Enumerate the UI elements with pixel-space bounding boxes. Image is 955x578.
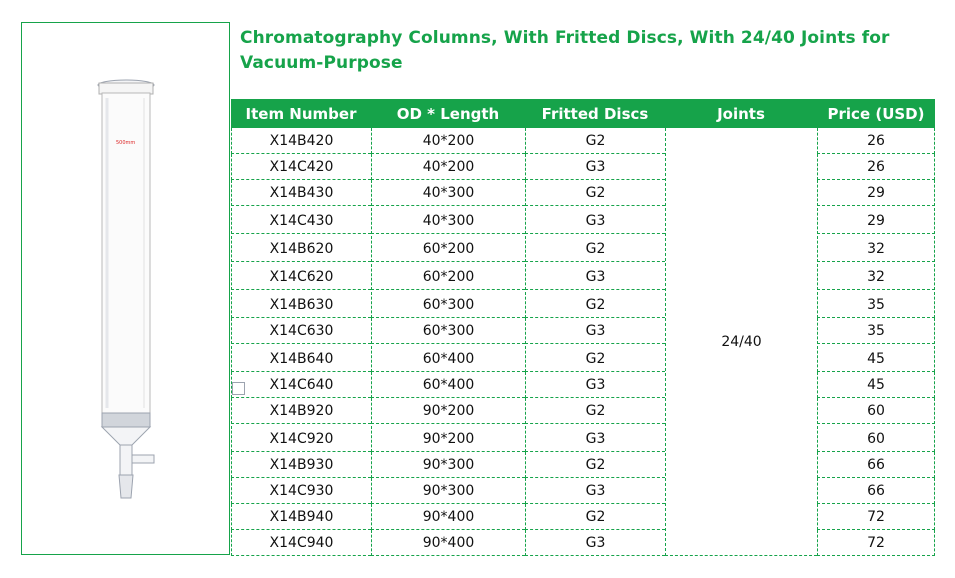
cell-fritted-disc: G3 bbox=[525, 208, 665, 234]
table-row bbox=[231, 478, 935, 504]
cell-item-number: X14B920 bbox=[231, 398, 371, 424]
cell-od-length: 60*200 bbox=[371, 264, 525, 290]
joints-value: 24/40 bbox=[721, 333, 762, 350]
cell-od-length: 60*300 bbox=[371, 318, 525, 344]
cell-fritted-disc: G2 bbox=[525, 452, 665, 478]
cell-price: 72 bbox=[817, 530, 935, 556]
cell-price: 60 bbox=[817, 398, 935, 424]
cell-od-length: 90*300 bbox=[371, 478, 525, 504]
joints-merged-cell bbox=[665, 128, 817, 556]
table-header bbox=[231, 99, 935, 128]
cell-fritted-disc: G3 bbox=[525, 426, 665, 452]
cell-od-length: 90*400 bbox=[371, 504, 525, 530]
cell-price: 66 bbox=[817, 452, 935, 478]
table-row bbox=[231, 208, 935, 234]
cell-item-number: X14B930 bbox=[231, 452, 371, 478]
product-image-panel bbox=[21, 22, 230, 555]
cell-od-length: 40*200 bbox=[371, 154, 525, 180]
cell-price: 35 bbox=[817, 318, 935, 344]
cell-od-length: 90*200 bbox=[371, 398, 525, 424]
row-select-checkbox[interactable] bbox=[232, 382, 245, 395]
table-row bbox=[231, 318, 935, 344]
cell-price: 29 bbox=[817, 180, 935, 206]
cell-od-length: 40*300 bbox=[371, 180, 525, 206]
cell-item-number: X14C640 bbox=[231, 372, 371, 398]
table-row bbox=[231, 346, 935, 372]
cell-item-number: X14B940 bbox=[231, 504, 371, 530]
table-row bbox=[231, 372, 935, 398]
table-row bbox=[231, 530, 935, 556]
cell-price: 60 bbox=[817, 426, 935, 452]
cell-od-length: 40*200 bbox=[371, 128, 525, 154]
cell-price: 45 bbox=[817, 346, 935, 372]
cell-fritted-disc: G3 bbox=[525, 478, 665, 504]
cell-fritted-disc: G2 bbox=[525, 504, 665, 530]
cell-price: 35 bbox=[817, 292, 935, 318]
cell-price: 66 bbox=[817, 478, 935, 504]
cell-fritted-disc: G2 bbox=[525, 236, 665, 262]
table-row bbox=[231, 154, 935, 180]
cell-item-number: X14C920 bbox=[231, 426, 371, 452]
cell-fritted-disc: G2 bbox=[525, 292, 665, 318]
cell-fritted-disc: G3 bbox=[525, 264, 665, 290]
product-table bbox=[231, 128, 935, 557]
header-price: Price (USD) bbox=[827, 105, 925, 123]
table-row bbox=[231, 426, 935, 452]
table-row bbox=[231, 236, 935, 262]
cell-fritted-disc: G3 bbox=[525, 530, 665, 556]
chromatography-column-illustration bbox=[22, 23, 231, 556]
cell-item-number: X14C940 bbox=[231, 530, 371, 556]
header-fritted-discs: Fritted Discs bbox=[541, 105, 649, 123]
cell-od-length: 60*400 bbox=[371, 372, 525, 398]
cell-price: 26 bbox=[817, 154, 935, 180]
cell-od-length: 90*400 bbox=[371, 530, 525, 556]
page-title: Chromatography Columns, With Fritted Discs, With 24/40 Joints for Vacuum-Purpose bbox=[240, 28, 890, 73]
cell-fritted-disc: G2 bbox=[525, 128, 665, 154]
cell-item-number: X14B420 bbox=[231, 128, 371, 154]
table-row bbox=[231, 504, 935, 530]
cell-item-number: X14B640 bbox=[231, 346, 371, 372]
cell-price: 32 bbox=[817, 264, 935, 290]
header-joints: Joints bbox=[717, 105, 765, 123]
cell-od-length: 40*300 bbox=[371, 208, 525, 234]
cell-item-number: X14C420 bbox=[231, 154, 371, 180]
cell-fritted-disc: G3 bbox=[525, 372, 665, 398]
cell-fritted-disc: G2 bbox=[525, 180, 665, 206]
cell-fritted-disc: G3 bbox=[525, 318, 665, 344]
cell-item-number: X14C630 bbox=[231, 318, 371, 344]
table-row bbox=[231, 452, 935, 478]
table-row bbox=[231, 128, 935, 154]
cell-item-number: X14B630 bbox=[231, 292, 371, 318]
cell-item-number: X14C930 bbox=[231, 478, 371, 504]
cell-od-length: 60*300 bbox=[371, 292, 525, 318]
cell-item-number: X14C430 bbox=[231, 208, 371, 234]
column-volume-marking: 500mm bbox=[116, 140, 136, 146]
table-row bbox=[231, 180, 935, 206]
cell-fritted-disc: G2 bbox=[525, 346, 665, 372]
cell-price: 45 bbox=[817, 372, 935, 398]
header-item-number: Item Number bbox=[245, 105, 357, 123]
cell-od-length: 90*300 bbox=[371, 452, 525, 478]
cell-fritted-disc: G3 bbox=[525, 154, 665, 180]
cell-item-number: X14C620 bbox=[231, 264, 371, 290]
cell-price: 29 bbox=[817, 208, 935, 234]
table-row bbox=[231, 292, 935, 318]
cell-price: 32 bbox=[817, 236, 935, 262]
table-row bbox=[231, 264, 935, 290]
cell-fritted-disc: G2 bbox=[525, 398, 665, 424]
table-row bbox=[231, 398, 935, 424]
cell-od-length: 60*200 bbox=[371, 236, 525, 262]
cell-price: 72 bbox=[817, 504, 935, 530]
header-od-length: OD * Length bbox=[396, 105, 500, 123]
cell-item-number: X14B620 bbox=[231, 236, 371, 262]
cell-od-length: 90*200 bbox=[371, 426, 525, 452]
cell-od-length: 60*400 bbox=[371, 346, 525, 372]
cell-price: 26 bbox=[817, 128, 935, 154]
cell-item-number: X14B430 bbox=[231, 180, 371, 206]
